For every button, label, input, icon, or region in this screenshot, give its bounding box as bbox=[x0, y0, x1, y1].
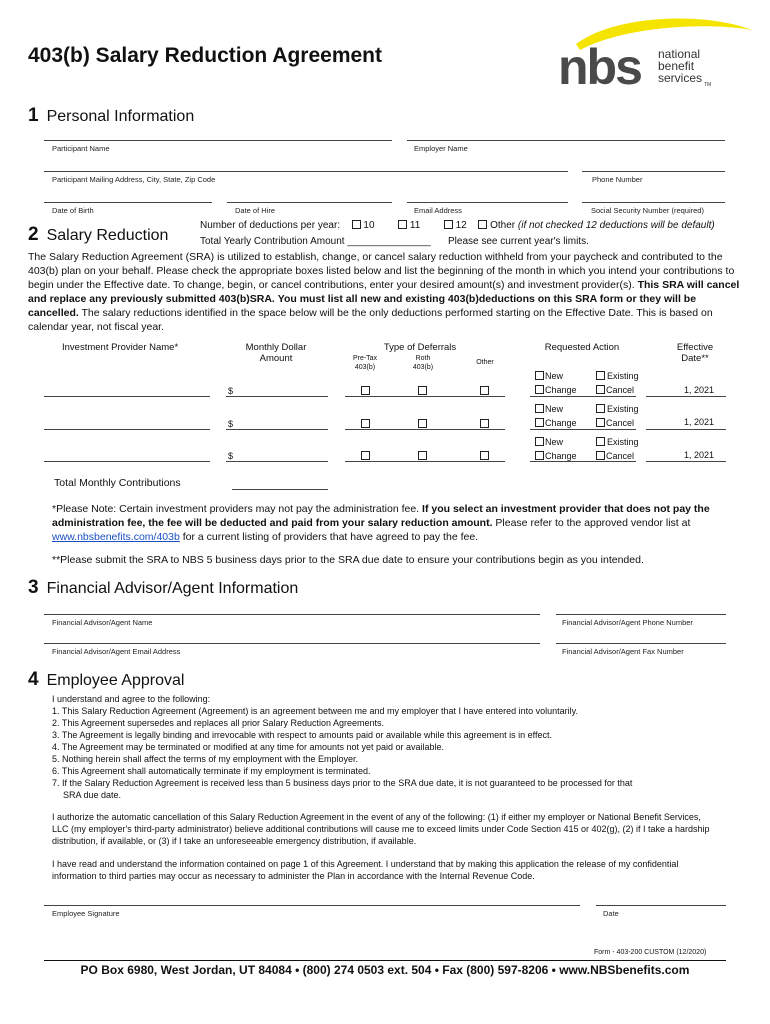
approval-item: 6. This Agreement shall automatically terminate if my employment is terminated. bbox=[52, 766, 371, 776]
action-underline bbox=[530, 461, 636, 462]
advisor-phone-field[interactable] bbox=[556, 614, 726, 615]
col-other-header: Other bbox=[476, 359, 494, 366]
advisor-fax-label: Financial Advisor/Agent Fax Number bbox=[562, 647, 684, 656]
signature-label: Employee Signature bbox=[52, 909, 120, 918]
submission-note: **Please submit the SRA to NBS 5 business days prior to the SRA due date to ensure your contributions begin as you intended. bbox=[52, 554, 644, 566]
deductions-row: Number of deductions per year: 10 11 12 Other (if not checked 12 deductions will be default) bbox=[200, 220, 715, 231]
dob-label: Date of Birth bbox=[52, 206, 94, 215]
change-checkbox[interactable] bbox=[535, 451, 544, 460]
roth-checkbox[interactable] bbox=[418, 386, 427, 395]
pretax-checkbox[interactable] bbox=[361, 451, 370, 460]
deductions-12-checkbox[interactable] bbox=[444, 220, 453, 229]
form-id: Form - 403-200 CUSTOM (12/2020) bbox=[594, 949, 707, 956]
existing-checkbox[interactable] bbox=[596, 437, 605, 446]
col-provider-header: Investment Provider Name* bbox=[62, 342, 179, 353]
effective-date-field[interactable] bbox=[646, 461, 726, 462]
action-underline bbox=[530, 429, 636, 430]
effective-year: 1, 2021 bbox=[684, 450, 715, 460]
mailing-address-label: Participant Mailing Address, City, State, Zip Code bbox=[52, 175, 216, 184]
logo-wordmark: nbs bbox=[558, 39, 641, 95]
dollar-sign: $ bbox=[228, 451, 234, 461]
new-label: New bbox=[545, 437, 564, 447]
deferral-underline bbox=[345, 429, 505, 430]
section-1-heading: 1 Personal Information bbox=[28, 105, 195, 126]
email-label: Email Address bbox=[414, 206, 462, 215]
col-action-header: Requested Action bbox=[544, 342, 620, 353]
deductions-other-checkbox[interactable] bbox=[478, 220, 487, 229]
approval-item: 3. The Agreement is legally binding and irrevocable with respect to amounts paid or available while this agreement is in effect. bbox=[52, 730, 552, 740]
new-checkbox[interactable] bbox=[535, 404, 544, 413]
release-paragraph: I have read and understand the information contained on page 1 of this Agreement. I understand that by making this application the release of my confidential information to third parties may occur as necessary to administer the Plan in accordance with the Internal Revenue Code. bbox=[52, 859, 679, 881]
page-title: 403(b) Salary Reduction Agreement bbox=[28, 44, 382, 67]
phone-label: Phone Number bbox=[592, 175, 643, 184]
col-type-header: Type of Deferrals bbox=[383, 342, 457, 353]
approval-item: 7. If the Salary Reduction Agreement is received less than 5 business days prior to the SRA due date, it is not guaranteed to be processed for that bbox=[52, 778, 633, 788]
existing-checkbox[interactable] bbox=[596, 371, 605, 380]
advisor-name-field[interactable] bbox=[44, 614, 540, 615]
pretax-checkbox[interactable] bbox=[361, 386, 370, 395]
roth-checkbox[interactable] bbox=[418, 451, 427, 460]
existing-label: Existing bbox=[607, 437, 639, 447]
footer-divider bbox=[44, 960, 726, 961]
signature-date-label: Date bbox=[603, 909, 619, 918]
advisor-email-label: Financial Advisor/Agent Email Address bbox=[52, 647, 181, 656]
deductions-10-checkbox[interactable] bbox=[352, 220, 361, 229]
advisor-email-field[interactable] bbox=[44, 643, 540, 644]
logo-trademark: TM bbox=[704, 82, 712, 88]
effective-date-field[interactable] bbox=[646, 396, 726, 397]
new-checkbox[interactable] bbox=[535, 371, 544, 380]
advisor-fax-field[interactable] bbox=[556, 643, 726, 644]
deferral-underline bbox=[345, 396, 505, 397]
total-monthly-field[interactable] bbox=[232, 489, 328, 490]
ssn-field[interactable] bbox=[582, 202, 725, 203]
approval-intro: I understand and agree to the following: bbox=[52, 694, 211, 704]
action-underline bbox=[530, 396, 636, 397]
existing-label: Existing bbox=[607, 371, 639, 381]
ssn-label: Social Security Number (required) bbox=[591, 206, 704, 215]
employer-name-label: Employer Name bbox=[414, 144, 468, 153]
employer-name-field[interactable] bbox=[407, 140, 725, 141]
change-label: Change bbox=[545, 451, 577, 461]
participant-name-label: Participant Name bbox=[52, 144, 110, 153]
cancel-label: Cancel bbox=[606, 451, 635, 461]
section-3-heading: 3 Financial Advisor/Agent Information bbox=[28, 577, 299, 598]
limits-note: Please see current year's limits. bbox=[448, 236, 589, 247]
mailing-address-field[interactable] bbox=[44, 171, 568, 172]
approval-item: 5. Nothing herein shall affect the terms of my employment with the Employer. bbox=[52, 754, 358, 764]
dob-field[interactable] bbox=[44, 202, 212, 203]
hire-date-label: Date of Hire bbox=[235, 206, 276, 215]
footer-contact: PO Box 6980, West Jordan, UT 84084 • (800) 274 0503 ext. 504 • Fax (800) 597-8206 • www.NBSbenefits.com bbox=[80, 963, 690, 977]
cancellation-paragraph: I authorize the automatic cancellation of this Salary Reduction Agreement in the event of any of the following: (1) if either my employer or National Benefit Services, LLC (my employer's third-party administrator) believe additional contributions will cause me to exceed limits under Code Section 415 or 402(g), (2) if I take a hardship distribution, if available, or (3) if I take an unforeseeable emergency distribution, if available. bbox=[52, 812, 710, 846]
cancel-label: Cancel bbox=[606, 385, 635, 395]
advisor-phone-label: Financial Advisor/Agent Phone Number bbox=[562, 618, 693, 627]
sra-description: The Salary Reduction Agreement (SRA) is utilized to establish, change, or cancel salary reduction withheld from your paycheck and contributed to the 403(b) plan on your behalf. Please check the appropriate boxes listed below and list the beginning of the month in which you intend your contributions to begin under the Effective date. To change, begin, or cancel contributions, enter your desired amount(s) and investment provider(s). This SRA will cancel and replace any previously submitted 403(b)SRA. You must list all new and existing 403(b)deductions on this SRA form or they will be cancelled. The salary reductions identified in the space below will be the only deductions performed starting on the Effective Date. This is based on calendar year, not fiscal year. bbox=[28, 251, 740, 333]
change-checkbox[interactable] bbox=[535, 418, 544, 427]
vendor-list-link[interactable]: www.nbsbenefits.com/403b bbox=[52, 531, 180, 543]
advisor-name-label: Financial Advisor/Agent Name bbox=[52, 618, 153, 627]
col-effective-header: Effective Date** bbox=[676, 342, 714, 364]
monthly-amount-field[interactable] bbox=[226, 461, 328, 462]
cancel-checkbox[interactable] bbox=[596, 418, 605, 427]
participant-name-field[interactable] bbox=[44, 140, 392, 141]
email-field[interactable] bbox=[407, 202, 568, 203]
other-checkbox[interactable] bbox=[480, 419, 489, 428]
hire-date-field[interactable] bbox=[227, 202, 392, 203]
section-4-heading: 4 Employee Approval bbox=[28, 669, 185, 690]
new-label: New bbox=[545, 371, 564, 381]
logo-tagline: national benefit services bbox=[658, 47, 703, 85]
change-checkbox[interactable] bbox=[535, 385, 544, 394]
roth-checkbox[interactable] bbox=[418, 419, 427, 428]
new-label: New bbox=[545, 404, 564, 414]
phone-field[interactable] bbox=[582, 171, 725, 172]
deductions-11-checkbox[interactable] bbox=[398, 220, 407, 229]
approval-item: 1. This Salary Reduction Agreement (Agreement) is an agreement between me and my employer that I have entered into voluntarily. bbox=[52, 706, 578, 716]
approval-item: 2. This Agreement supersedes and replaces all prior Salary Reduction Agreements. bbox=[52, 718, 385, 728]
signature-date-field[interactable] bbox=[596, 905, 726, 906]
cancel-checkbox[interactable] bbox=[596, 385, 605, 394]
signature-field[interactable] bbox=[44, 905, 580, 906]
total-yearly-label: Total Yearly Contribution Amount _______________ bbox=[200, 236, 431, 247]
existing-label: Existing bbox=[607, 404, 639, 414]
monthly-amount-field[interactable] bbox=[226, 396, 328, 397]
col-pretax-header: Pre-Tax 403(b) bbox=[352, 355, 378, 371]
col-roth-header: Roth 403(b) bbox=[412, 355, 434, 371]
dollar-sign: $ bbox=[228, 386, 234, 396]
provider-name-field[interactable] bbox=[44, 396, 210, 397]
cancel-label: Cancel bbox=[606, 418, 635, 428]
other-checkbox[interactable] bbox=[480, 386, 489, 395]
approval-list bbox=[52, 693, 752, 801]
effective-date-field[interactable] bbox=[646, 429, 726, 430]
cancel-checkbox[interactable] bbox=[596, 451, 605, 460]
provider-name-field[interactable] bbox=[44, 429, 210, 430]
nbs-logo bbox=[556, 14, 756, 95]
effective-year: 1, 2021 bbox=[684, 417, 715, 427]
pretax-checkbox[interactable] bbox=[361, 419, 370, 428]
change-label: Change bbox=[545, 385, 577, 395]
approval-item: 4. The Agreement may be terminated or modified at any time for amounts not yet paid or available. bbox=[52, 742, 445, 752]
approval-item: SRA due date. bbox=[63, 790, 122, 800]
fee-note: *Please Note: Certain investment providers may not pay the administration fee. If you select an investment provider that does not pay the administration fee, the fee will be deducted and paid from your salary reduction amount. Please refer to the approved vendor list at www.nbsbenefits.com/403b for a current listing of providers that have agreed to pay the fee. bbox=[52, 503, 710, 543]
effective-year: 1, 2021 bbox=[684, 385, 715, 395]
change-label: Change bbox=[545, 418, 577, 428]
total-monthly-label: Total Monthly Contributions bbox=[54, 477, 181, 489]
other-checkbox[interactable] bbox=[480, 451, 489, 460]
monthly-amount-field[interactable] bbox=[226, 429, 328, 430]
section-2-heading: 2 Salary Reduction bbox=[28, 224, 169, 245]
dollar-sign: $ bbox=[228, 419, 234, 429]
provider-name-field[interactable] bbox=[44, 461, 210, 462]
col-monthly-header: Monthly Dollar Amount bbox=[245, 342, 307, 364]
new-checkbox[interactable] bbox=[535, 437, 544, 446]
existing-checkbox[interactable] bbox=[596, 404, 605, 413]
deferral-underline bbox=[345, 461, 505, 462]
